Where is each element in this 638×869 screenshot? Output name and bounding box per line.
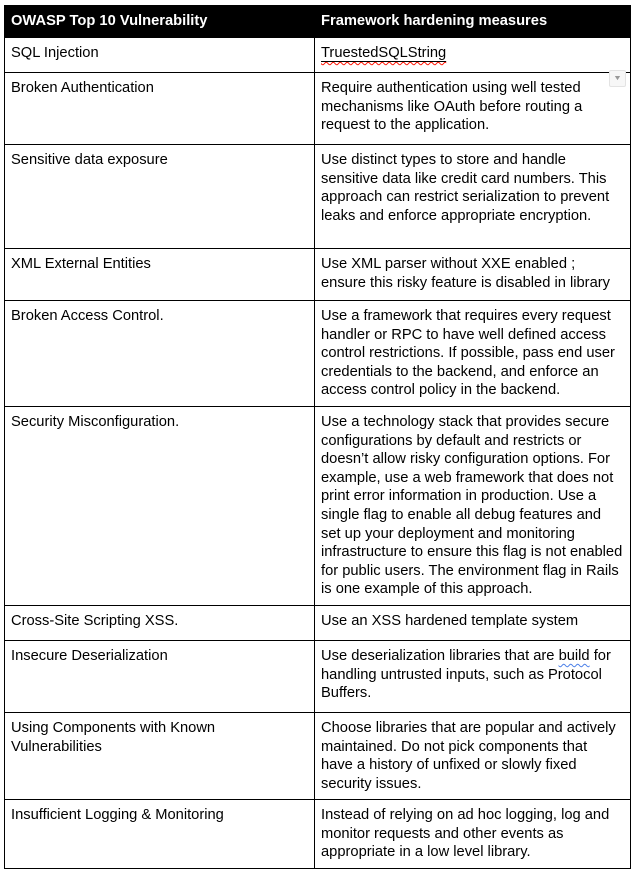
table-row (5, 800, 631, 869)
chevron-down-icon: ▼ (612, 75, 623, 82)
header-measures-column[interactable]: Framework hardening measures (315, 6, 631, 38)
owasp-hardening-table (4, 5, 631, 869)
table-row (5, 406, 631, 605)
table-row (5, 301, 631, 407)
table-row (5, 38, 631, 73)
measure-cell[interactable]: Require authentication using well tested mechanisms like OAuth before routing a request to the application. (315, 73, 631, 145)
measure-cell[interactable]: Use a technology stack that provides secure configurations by default and restricts or doesn’t allow risky configuration options. For example, use a web framework that does not print error information in production. Use a single flag to enable all debug features and set up your deployment and monitoring infrastructure to ensure this flag is not enabled for public users. The environment flag in Rails is one example of this approach. (315, 406, 631, 605)
measure-cell[interactable]: Choose libraries that are popular and actively maintained. Do not pick components that have a history of unfixed or slowly fixed security issues. (315, 712, 631, 799)
measure-cell[interactable]: Instead of relying on ad hoc logging, log and monitor requests and other events as appropriate in a low level library. (315, 800, 631, 869)
header-vulnerability-column[interactable]: OWASP Top 10 Vulnerability (5, 6, 315, 38)
vulnerability-cell[interactable]: Insufficient Logging & Monitoring (5, 800, 315, 869)
table-row (5, 145, 631, 249)
table-row (5, 73, 631, 145)
misspelled-underlined-text[interactable]: TruestedSQLString (321, 45, 447, 61)
vulnerability-cell[interactable]: Broken Authentication (5, 73, 315, 145)
table-row (5, 712, 631, 799)
measure-cell[interactable]: Use an XSS hardened template system (315, 605, 631, 640)
vulnerability-cell[interactable]: XML External Entities (5, 249, 315, 301)
table-row (5, 249, 631, 301)
vulnerability-cell[interactable]: Security Misconfiguration. (5, 406, 315, 605)
vulnerability-cell[interactable]: SQL Injection (5, 38, 315, 73)
vulnerability-cell[interactable]: Sensitive data exposure (5, 145, 315, 249)
measure-cell[interactable]: Use deserialization libraries that are build for handling untrusted inputs, such as Protocol Buffers. (315, 640, 631, 712)
dropdown-button[interactable] (609, 70, 626, 87)
table-row (5, 605, 631, 640)
table-row (5, 640, 631, 712)
header-row (5, 6, 631, 38)
measure-cell[interactable]: Use a framework that requires every request handler or RPC to have well defined access control restrictions. If possible, pass end user credentials to the backend, and enforce an access control policy in the backend. (315, 301, 631, 407)
table-body (5, 38, 631, 869)
measure-cell[interactable]: Use distinct types to store and handle sensitive data like credit card numbers. This approach can restrict serialization to prevent leaks and enforce appropriate encryption. (315, 145, 631, 249)
grammar-flagged-text[interactable]: build (558, 647, 590, 664)
measure-cell[interactable]: Use XML parser without XXE enabled ; ensure this risky feature is disabled in library (315, 249, 631, 301)
table-header (5, 6, 631, 38)
measure-cell[interactable] (315, 38, 631, 73)
vulnerability-cell[interactable]: Cross-Site Scripting XSS. (5, 605, 315, 640)
vulnerability-cell[interactable]: Using Components with Known Vulnerabilities (5, 712, 315, 799)
vulnerability-cell[interactable]: Broken Access Control. (5, 301, 315, 407)
vulnerability-cell[interactable]: Insecure Deserialization (5, 640, 315, 712)
